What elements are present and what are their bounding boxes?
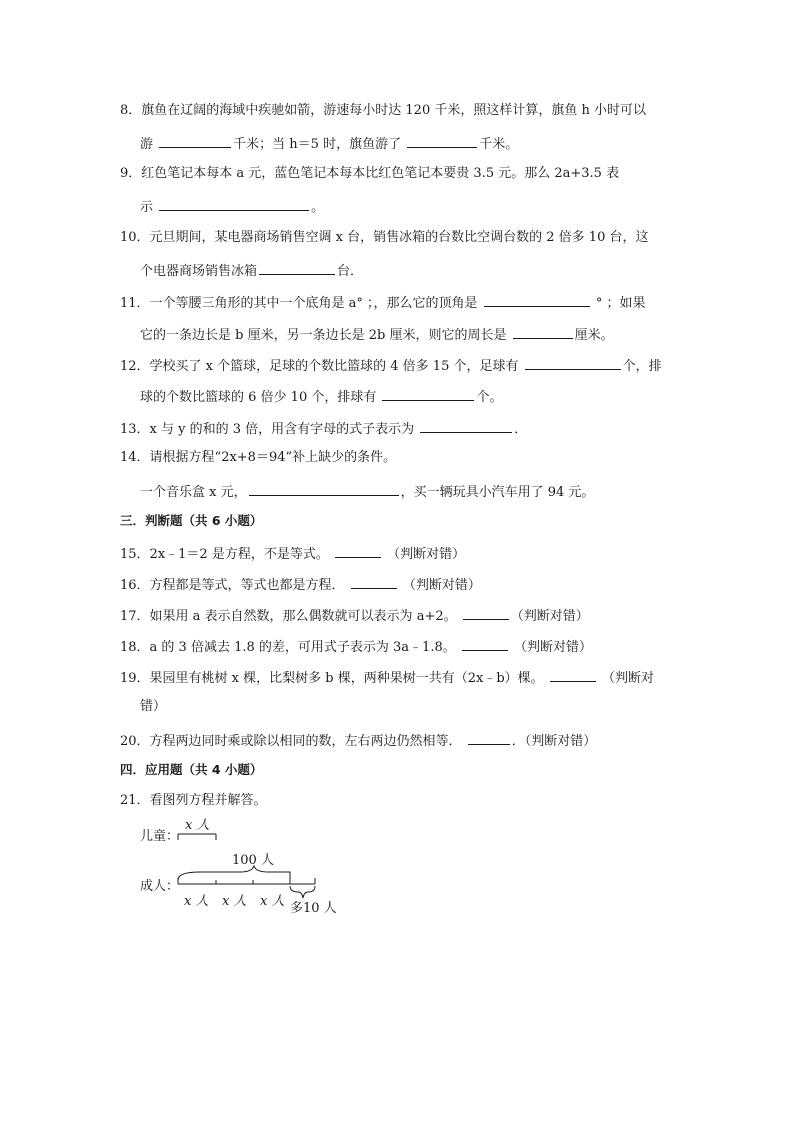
- extra-label: 多10 人: [290, 901, 337, 916]
- answer-blank[interactable]: [525, 356, 621, 370]
- answer-blank[interactable]: [550, 668, 596, 682]
- answer-blank[interactable]: [259, 261, 335, 275]
- answer-blank[interactable]: [382, 387, 474, 401]
- answer-blank[interactable]: [463, 606, 509, 620]
- q11-text-c: 它的一条边长是 b 厘米，另一条边长是 2b 厘米，则它的周长是: [140, 328, 507, 343]
- line-segment-diagram: [140, 812, 370, 922]
- q11-text-b: ° ；如果: [595, 296, 646, 311]
- question-11-line-1: [120, 293, 645, 312]
- question-19-line-1: [120, 668, 654, 687]
- section-heading-judgement: 三．判断题（共 6 小题）: [120, 513, 263, 528]
- q12-text-c: 球的个数比篮球的 6 倍少 10 个，排球有: [140, 390, 377, 405]
- q15-text: 15．2x﹣1＝2 是方程，不是等式。: [120, 547, 329, 562]
- q15-hint: （判断对错）: [387, 547, 466, 562]
- q12-text-a: 12．学校买了 x 个篮球，足球的个数比篮球的 4 倍多 15 个，足球有: [120, 359, 519, 374]
- question-20: [120, 731, 596, 750]
- q18-text: 18．a 的 3 倍减去 1.8 的差，可用式子表示为 3a﹣1.8。: [120, 640, 456, 655]
- q19-text: 19．果园里有桃树 x 棵，比梨树多 b 棵，两种果树一共有（2x﹣b）棵。: [120, 671, 544, 686]
- question-14-line-2: [140, 482, 594, 501]
- question-10-line-2: [140, 261, 363, 280]
- answer-blank[interactable]: [159, 134, 231, 148]
- answer-blank[interactable]: [462, 637, 508, 651]
- q13-text-a: 13．x 与 y 的和的 3 倍，用含有字母的式子表示为: [120, 422, 415, 437]
- adult-label: 成人：: [140, 879, 180, 894]
- child-label: 儿童：: [140, 829, 180, 844]
- q19-hint: （判断对: [601, 671, 654, 686]
- answer-blank[interactable]: [159, 197, 309, 211]
- question-10-line-1: 10．元旦期间，某电器商场销售空调 x 台，销售冰箱的台数比空调台数的 2 倍多 10 台，这: [120, 230, 649, 245]
- q14-text-a: 一个音乐盒 x 元，: [140, 485, 247, 500]
- q9-text-b: 。: [311, 200, 325, 215]
- question-13-line-1: [120, 419, 527, 438]
- q17-text: 17．如果用 a 表示自然数，那么偶数就可以表示为 a+2。: [120, 609, 457, 624]
- child-segment-label: x 人: [185, 818, 210, 833]
- adult-segment-3-label: x 人: [260, 894, 285, 909]
- question-14-line-1: 14．请根据方程“2x+8＝94”补上缺少的条件。: [120, 450, 397, 465]
- q11-text-d: 厘米。: [574, 328, 614, 343]
- q13-text-b: ．: [514, 422, 528, 437]
- question-15: [120, 544, 465, 563]
- answer-blank[interactable]: [351, 575, 397, 589]
- q16-text: 16．方程都是等式，等式也都是方程．: [120, 578, 345, 593]
- question-8-line-1: 8．旗鱼在辽阔的海域中疾驰如箭，游速每小时达 120 千米，照这样计算，旗鱼 h 小时可以: [120, 103, 646, 118]
- q8-text-c: 千米。: [479, 137, 519, 152]
- section-heading-application: 四．应用题（共 4 小题）: [120, 762, 263, 777]
- q20-text: 20．方程两边同时乘或除以相同的数，左右两边仍然相等．: [120, 734, 462, 749]
- answer-blank[interactable]: [335, 544, 381, 558]
- q20-hint: ．（判断对错）: [511, 734, 597, 749]
- question-18: [120, 637, 592, 656]
- extra-brace: [290, 886, 315, 898]
- question-11-line-2: [140, 325, 614, 344]
- question-12-line-1: [120, 356, 662, 375]
- q16-hint: （判断对错）: [402, 578, 481, 593]
- q18-hint: （判断对错）: [514, 640, 593, 655]
- adult-segment-2-label: x 人: [222, 894, 247, 909]
- q10-text-a: 个电器商场销售冰箱: [140, 264, 258, 279]
- question-9-line-2: [140, 197, 324, 216]
- adult-segment-1-label: x 人: [184, 894, 209, 909]
- answer-blank[interactable]: [420, 419, 512, 433]
- q8-text-a: 游: [140, 137, 154, 152]
- q17-hint: （判断对错）: [510, 609, 589, 624]
- q8-text-b: 千米；当 h＝5 时，旗鱼游了: [233, 137, 402, 152]
- q10-text-b: 台．: [337, 264, 364, 279]
- q14-text-b: ，买一辆玩具小汽车用了 94 元。: [400, 485, 595, 500]
- answer-blank[interactable]: [407, 134, 477, 148]
- answer-blank[interactable]: [513, 325, 573, 339]
- question-19-line-2: 错）: [140, 699, 167, 714]
- question-21-line-1: 21．看图列方程并解答。: [120, 793, 267, 808]
- question-8-line-2: [140, 134, 518, 153]
- q12-text-d: 个。: [476, 390, 503, 405]
- total-brace: [178, 866, 290, 880]
- total-label: 100 人: [232, 853, 274, 868]
- q12-text-b: 个，排: [622, 359, 662, 374]
- answer-blank[interactable]: [468, 731, 510, 745]
- answer-blank[interactable]: [249, 482, 399, 496]
- q11-text-a: 11．一个等腰三角形的其中一个底角是 a° ；，那么它的顶角是: [120, 296, 478, 311]
- answer-blank[interactable]: [484, 293, 590, 307]
- diagram-svg: [140, 812, 370, 922]
- q9-text-a: 示: [140, 200, 154, 215]
- question-17: [120, 606, 589, 625]
- question-9-line-1: 9．红色笔记本每本 a 元，蓝色笔记本每本比红色笔记本要贵 3.5 元。那么 2a+3.5 表: [120, 166, 620, 181]
- question-16: [120, 575, 481, 594]
- question-12-line-2: [140, 387, 503, 406]
